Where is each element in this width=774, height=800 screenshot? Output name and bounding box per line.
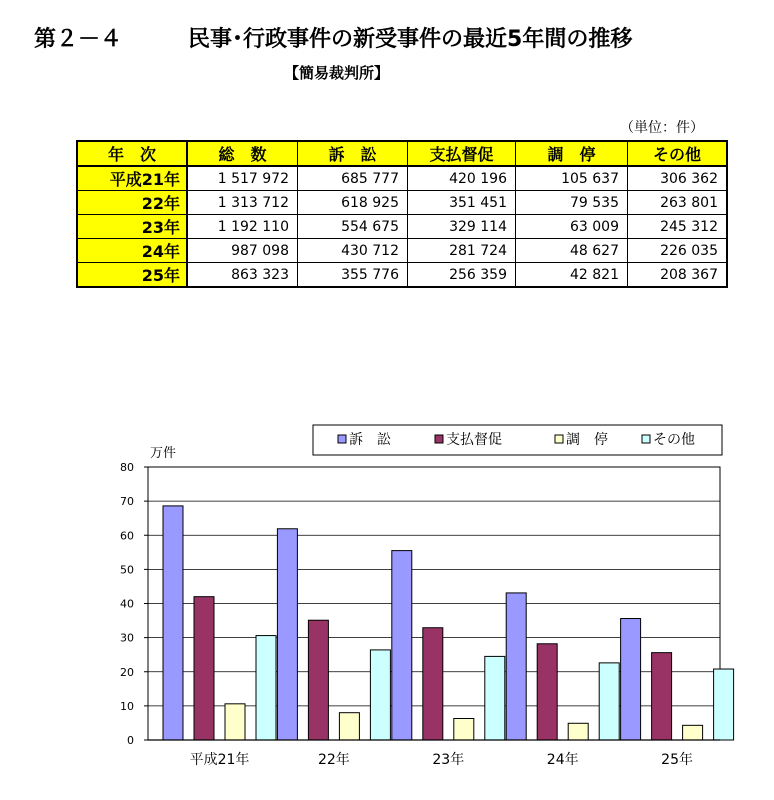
bar <box>506 593 526 740</box>
bar <box>683 725 703 740</box>
bar <box>714 669 734 740</box>
y-tick-label: 40 <box>120 597 134 611</box>
bar <box>652 653 672 740</box>
bar <box>225 704 245 740</box>
cell-payment-demand: 351 451 <box>408 191 516 215</box>
cell-conciliation: 105 637 <box>516 166 628 191</box>
legend-swatch <box>435 435 443 443</box>
cell-payment-demand: 420 196 <box>408 166 516 191</box>
bar <box>485 656 505 740</box>
cell-total: 1 517 972 <box>187 166 298 191</box>
cell-other: 208 367 <box>628 263 728 288</box>
legend-swatch <box>555 435 563 443</box>
column-header: その他 <box>628 141 728 166</box>
cell-lawsuit: 554 675 <box>298 215 408 239</box>
y-tick-label: 0 <box>127 734 134 747</box>
bar <box>537 644 557 740</box>
bar <box>370 650 390 740</box>
y-tick-label: 10 <box>120 699 134 713</box>
y-tick-label: 80 <box>120 461 134 474</box>
legend-label: 支払督促 <box>446 432 502 448</box>
cell-payment-demand: 256 359 <box>408 263 516 288</box>
cell-total: 1 192 110 <box>187 215 298 239</box>
cell-other: 245 312 <box>628 215 728 239</box>
unit-label: （単位：件） <box>620 120 704 136</box>
bar <box>454 719 474 740</box>
row-year: 23年 <box>77 215 187 239</box>
column-header: 訴 訟 <box>298 141 408 166</box>
x-tick-label: 25年 <box>661 752 694 768</box>
row-year: 24年 <box>77 239 187 263</box>
column-header: 支払督促 <box>408 141 516 166</box>
x-tick-label: 23年 <box>432 752 465 768</box>
bar <box>599 663 619 740</box>
column-header: 総 数 <box>187 141 298 166</box>
legend-label: その他 <box>653 432 695 448</box>
bar <box>568 723 588 740</box>
legend-label: 訴 訟 <box>349 432 391 448</box>
y-axis-label: 万件 <box>150 446 177 461</box>
bar <box>277 529 297 740</box>
legend-label: 調 停 <box>566 432 608 448</box>
cell-conciliation: 48 627 <box>516 239 628 263</box>
column-header: 年 次 <box>77 141 187 166</box>
title-text: 民事･行政事件の新受事件の最近5年間の推移 <box>188 27 633 52</box>
bar <box>339 713 359 740</box>
legend-swatch <box>642 435 650 443</box>
bar <box>423 628 443 740</box>
cell-lawsuit: 355 776 <box>298 263 408 288</box>
cell-payment-demand: 329 114 <box>408 215 516 239</box>
cell-total: 987 098 <box>187 239 298 263</box>
y-tick-label: 30 <box>120 631 134 645</box>
cell-payment-demand: 281 724 <box>408 239 516 263</box>
column-header: 調 停 <box>516 141 628 166</box>
row-year: 22年 <box>77 191 187 215</box>
cell-other: 226 035 <box>628 239 728 263</box>
cell-total: 1 313 712 <box>187 191 298 215</box>
x-tick-label: 24年 <box>546 752 579 768</box>
bar <box>392 551 412 740</box>
cell-lawsuit: 685 777 <box>298 166 408 191</box>
cell-conciliation: 63 009 <box>516 215 628 239</box>
cell-other: 306 362 <box>628 166 728 191</box>
y-tick-label: 70 <box>120 495 134 509</box>
y-tick-label: 20 <box>120 665 134 679</box>
row-year: 平成21年 <box>77 166 187 191</box>
bar <box>308 620 328 740</box>
cell-lawsuit: 618 925 <box>298 191 408 215</box>
cell-lawsuit: 430 712 <box>298 239 408 263</box>
bar <box>621 619 641 740</box>
y-tick-label: 50 <box>120 563 134 577</box>
section-number: 第２－４ <box>34 27 123 52</box>
row-year: 25年 <box>77 263 187 288</box>
y-tick-label: 60 <box>120 529 134 543</box>
legend-swatch <box>338 435 346 443</box>
cell-total: 863 323 <box>187 263 298 288</box>
bar <box>163 506 183 740</box>
cell-conciliation: 42 821 <box>516 263 628 288</box>
bar <box>194 597 214 740</box>
cell-other: 263 801 <box>628 191 728 215</box>
bar <box>256 636 276 740</box>
page-subtitle: 【簡易裁判所】 <box>284 64 390 82</box>
x-tick-label: 22年 <box>317 752 350 768</box>
x-tick-label: 平成21年 <box>189 752 250 768</box>
cell-conciliation: 79 535 <box>516 191 628 215</box>
